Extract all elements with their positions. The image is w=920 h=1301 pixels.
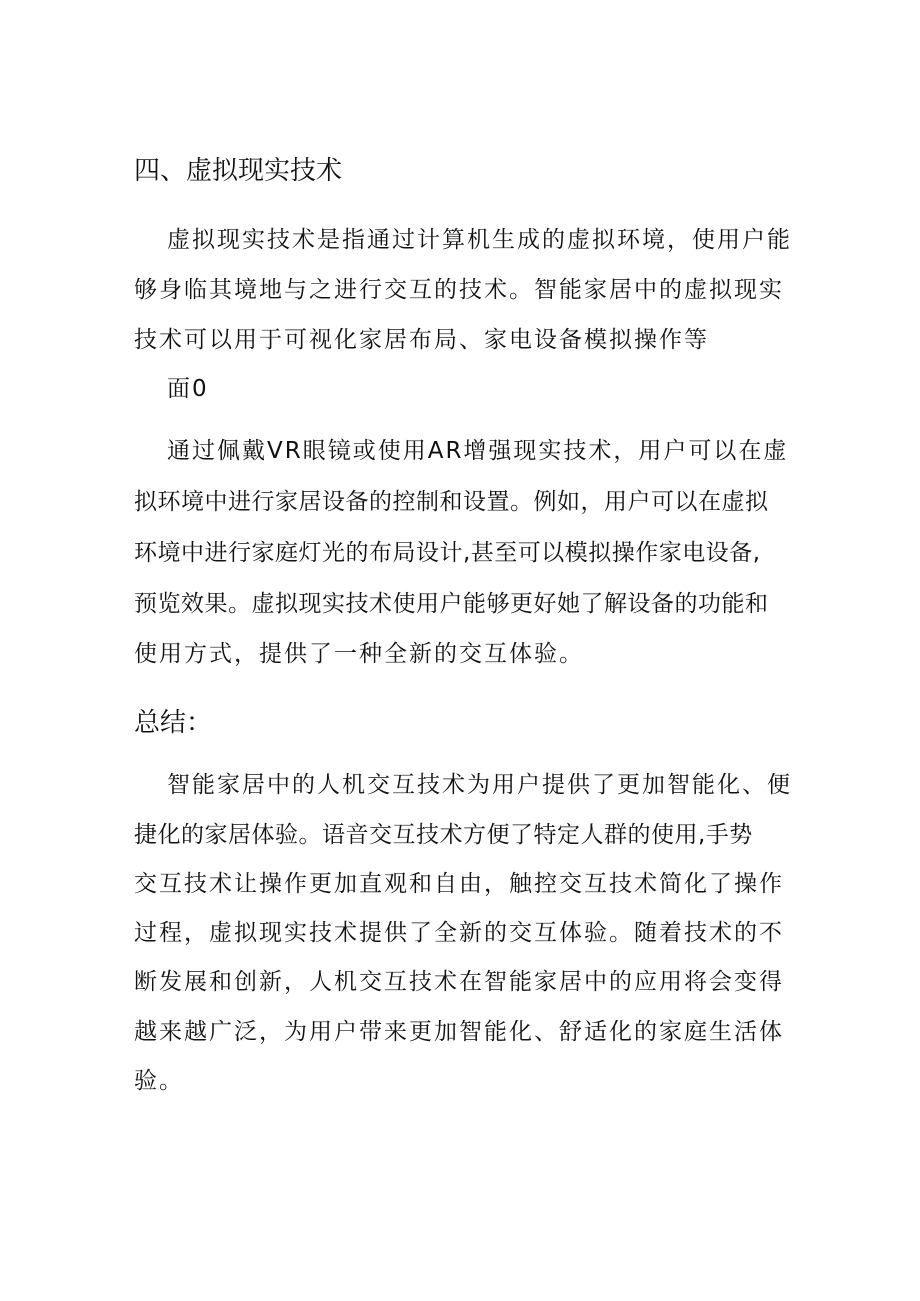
paragraph-line: 验。 — [134, 1068, 184, 1094]
summary-title: 总结： — [134, 708, 213, 738]
paragraph-line: 交互技术让操作更加直观和自由，触控交互技术简化了操作 — [134, 871, 784, 897]
paragraph-line: 断发展和创新，人机交互技术在智能家居中的应用将会变得 — [134, 969, 784, 995]
paragraph-line: 捷化的家居体验。语音交互技术方便了特定人群的使用,手势 — [134, 822, 753, 848]
paragraph-line: 智能家居中的人机交互技术为用户提供了更加智能化、便 — [167, 772, 792, 798]
paragraph-line: 过程，虚拟现实技术提供了全新的交互体验。随着技术的不 — [134, 920, 784, 946]
paragraph-line: 使用方式，提供了一种全新的交互体验。 — [134, 641, 584, 667]
paragraph-line: 预览效果。虚拟现实技术使用户能够更好她了解设备的功能和 — [134, 591, 769, 617]
paragraph-line: 虚拟现实技术是指通过计算机生成的虚拟环境，使用户能 — [167, 227, 792, 253]
paragraph-line: 拟环境中进行家居设备的控制和设置。例如，用户可以在虚拟 — [134, 489, 769, 515]
paragraph-line: 技术可以用于可视化家居布局、家电设备模拟操作等 — [134, 327, 709, 353]
paragraph-line: 越来越广泛，为用户带来更加智能化、舒适化的家庭生活体 — [134, 1019, 784, 1045]
paragraph-line: 够身临其境地与之进行交互的技术。智能家居中的虚拟现实 — [134, 277, 784, 303]
paragraph-line: 环境中进行家庭灯光的布局设计,甚至可以模拟操作家电设备, — [134, 540, 761, 566]
paragraph-line: 通过佩戴VR眼镜或使用AR增强现实技术，用户可以在虚 — [167, 438, 789, 464]
paragraph-line: 面0 — [167, 376, 209, 402]
section-title: 四、虚拟现实技术 — [134, 156, 343, 186]
